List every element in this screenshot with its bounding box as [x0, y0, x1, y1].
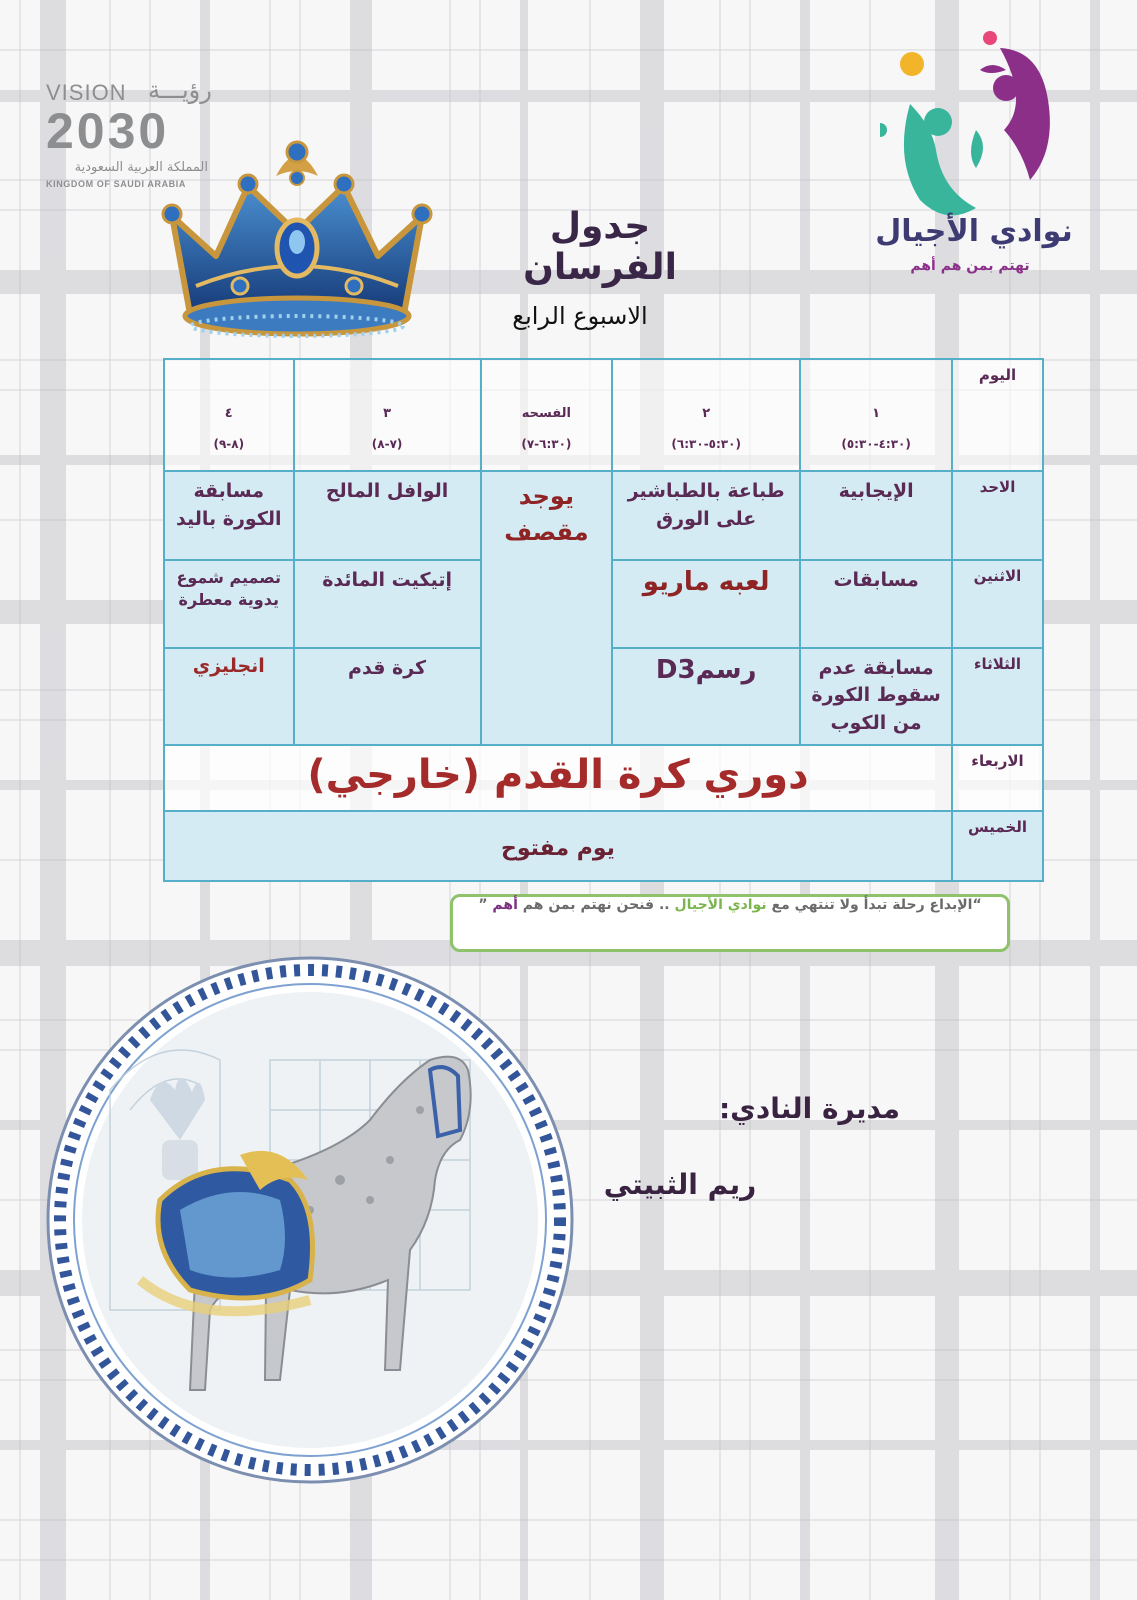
period-2-header: [612, 359, 800, 471]
schedule-table: [163, 358, 1044, 882]
day-header-cell: [952, 359, 1043, 471]
tuesday-period-1: مسابقة عدم سقوط الكورة من الكوب: [800, 648, 952, 745]
break-header: [481, 359, 612, 471]
period-number: ٣: [383, 406, 392, 421]
day-sunday: الاحد: [952, 471, 1043, 559]
club-name: نوادي الأجيال: [875, 214, 1073, 249]
horse-plate-image: [40, 950, 580, 1490]
tuesday-period-3: كرة قدم: [294, 648, 481, 745]
vision-year: 2030: [46, 103, 170, 159]
break-time: (٦:٣٠-٧): [521, 437, 572, 451]
tuesday-period-2: رسمD3: [612, 648, 800, 745]
sunday-period-2: طباعة بالطباشير على الورق: [612, 471, 800, 559]
period-time: (٨-٩): [213, 437, 245, 451]
period-3-header: [294, 359, 481, 471]
quote-emphasis: أهم: [492, 897, 518, 913]
period-time: (٧-٨): [371, 437, 403, 451]
vision-wordmark-ar: رؤيـــة: [148, 76, 212, 104]
tuesday-period-4: انجليزي: [164, 648, 294, 745]
period-1-header: [800, 359, 952, 471]
sunday-period-1: الإيجابية: [800, 471, 952, 559]
manager-label: مديرة النادي:: [718, 1092, 900, 1125]
thursday-row: [164, 811, 1043, 881]
period-4-header: [164, 359, 294, 471]
wednesday-row: [164, 745, 1043, 811]
period-time: (٤:٣٠-٥:٣٠): [841, 437, 911, 451]
sunday-period-3: الوافل المالح: [294, 471, 481, 559]
quote-brand: نوادي الأجيال: [674, 897, 767, 913]
crown-icon: [156, 136, 438, 346]
day-header: اليوم: [978, 366, 1017, 384]
club-logo-icon: [880, 30, 1080, 290]
sunday-period-4: مسابقة الكورة باليد: [164, 471, 294, 559]
break-cafeteria: يوجد مقصف: [481, 471, 612, 744]
week-label: الاسبوع الرابع: [512, 302, 648, 330]
monday-period-2: لعبه ماريو: [612, 560, 800, 648]
quote-box: [450, 894, 1010, 952]
kingdom-name-en: KINGDOM OF SAUDI ARABIA: [46, 179, 186, 189]
vision-wordmark: VISION: [46, 80, 127, 105]
quote-text-part1: الإبداع رحلة تبدأ ولا تنتهي مع: [766, 897, 973, 913]
header-row: [164, 359, 1043, 471]
day-tuesday: الثلاثاء: [952, 648, 1043, 745]
sunday-row: [164, 471, 1043, 559]
kingdom-name-ar: المملكة العربية السعودية: [74, 160, 208, 175]
wednesday-activity: دوري كرة القدم (خارجي): [164, 745, 952, 811]
manager-name: ريم الثبيتي: [603, 1168, 757, 1201]
quote-open-mark: “: [972, 897, 982, 913]
page-title: جدول الفرسان: [523, 206, 677, 288]
period-number: ٢: [702, 406, 711, 421]
break-label: الفسحه: [521, 406, 571, 421]
quote-close-mark: ”: [478, 897, 493, 913]
period-number: ٤: [224, 406, 233, 421]
monday-period-3: إتيكيت المائدة: [294, 560, 481, 648]
club-tagline: تهتم بمن هم أهم: [910, 258, 1030, 274]
period-time: (٥:٣٠-٦:٣٠): [671, 437, 741, 451]
day-thursday: الخميس: [952, 811, 1043, 881]
thursday-activity: يوم مفتوح: [164, 811, 952, 881]
quote-text-part2: .. فنحن نهتم بمن هم: [517, 897, 675, 913]
period-number: ١: [872, 406, 881, 421]
monday-period-1: مسابقات: [800, 560, 952, 648]
monday-period-4: تصميم شموع يدوية معطرة: [164, 560, 294, 648]
day-monday: الاثنين: [952, 560, 1043, 648]
day-wednesday: الاربعاء: [952, 745, 1043, 811]
